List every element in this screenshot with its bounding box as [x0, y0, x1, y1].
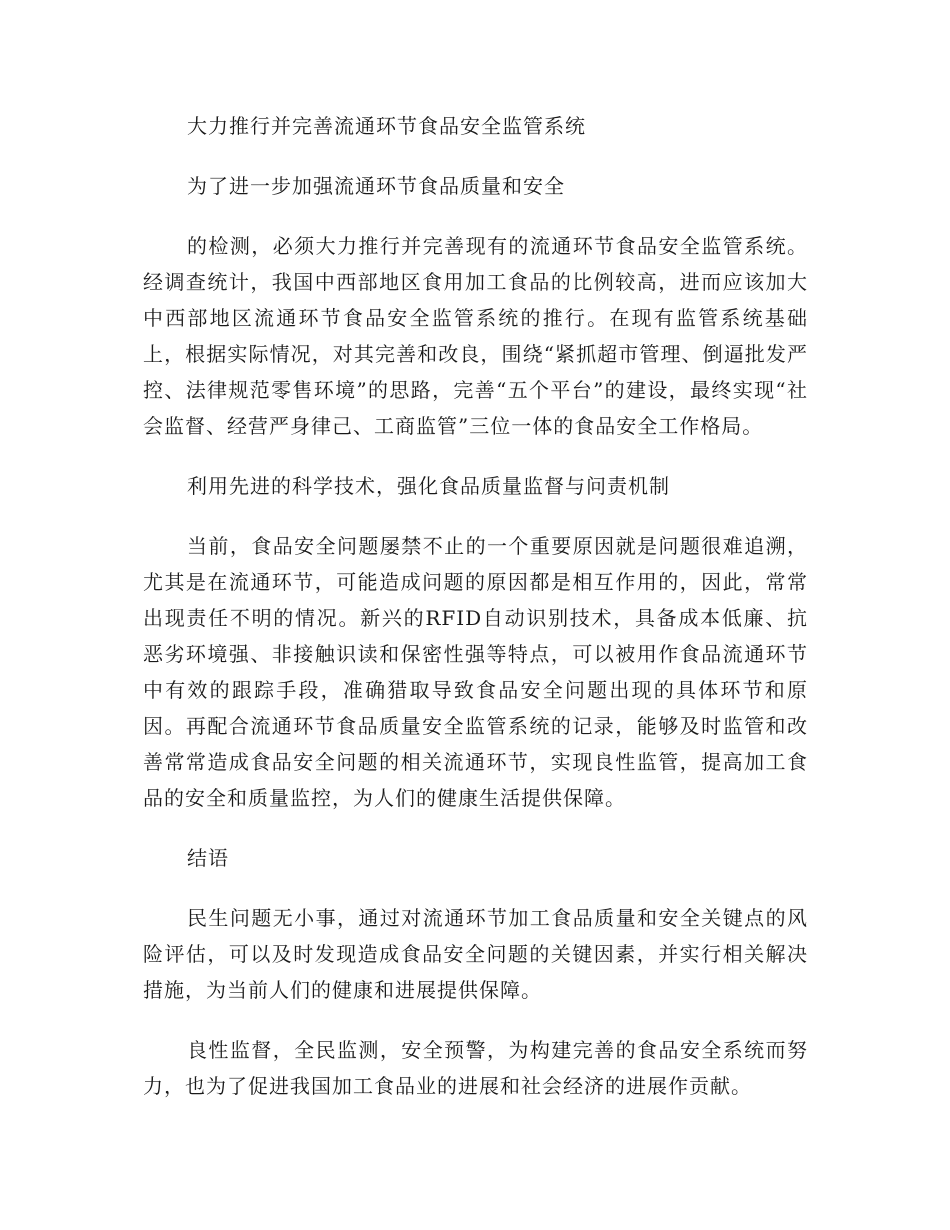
document-body [143, 108, 808, 1128]
section-heading-technology: 利用先进的科学技术，强化食品质量监督与问责机制 [187, 474, 670, 498]
section-heading-conclusion: 结语 [187, 846, 229, 870]
paragraph-conclusion: 民生问题无小事，通过对流通环节加工食品质量和安全关键点的风险评估，可以及时发现造成食品安全问题的关键因素，并实行相关解决措施，为当前人们的健康和进展提供保障。 [143, 906, 808, 1002]
section-heading-supervision-system: 大力推行并完善流通环节食品安全监管系统 [187, 114, 586, 138]
section-heading-strengthen-quality: 为了进一步加强流通环节食品质量和安全 [187, 174, 565, 198]
paragraph-rfid-technology: 当前，食品安全问题屡禁不止的一个重要原因就是问题很难追溯，尤其是在流通环节，可能造成问题的原因都是相互作用的，因此，常常出现责任不明的情况。新兴的RFID自动识别技术，具备成本低廉、抗恶劣环境强、非接触识读和保密性强等特点，可以被用作食品流通环节中有效的跟踪手段，准确猎取导致食品安全问题出现的具体环节和原因。再配合流通环节食品质量安全监管系统的记录，能够及时监管和改善常常造成食品安全问题的相关流通环节，实现良性监管，提高加工食品的安全和质量监控，为人们的健康生活提供保障。 [143, 534, 808, 810]
paragraph-closing: 良性监督，全民监测，安全预警，为构建完善的食品安全系统而努力，也为了促进我国加工食品业的进展和社会经济的进展作贡献。 [143, 1038, 808, 1098]
paragraph-supervision-system: 的检测，必须大力推行并完善现有的流通环节食品安全监管系统。经调查统计，我国中西部地区食用加工食品的比例较高，进而应该加大中西部地区流通环节食品安全监管系统的推行。在现有监管系统基础上，根据实际情况，对其完善和改良，围绕“紧抓超市管理、倒逼批发严控、法律规范零售环境”的思路，完善“五个平台”的建设，最终实现“社会监督、经营严身律己、工商监管”三位一体的食品安全工作格局。 [143, 234, 808, 438]
